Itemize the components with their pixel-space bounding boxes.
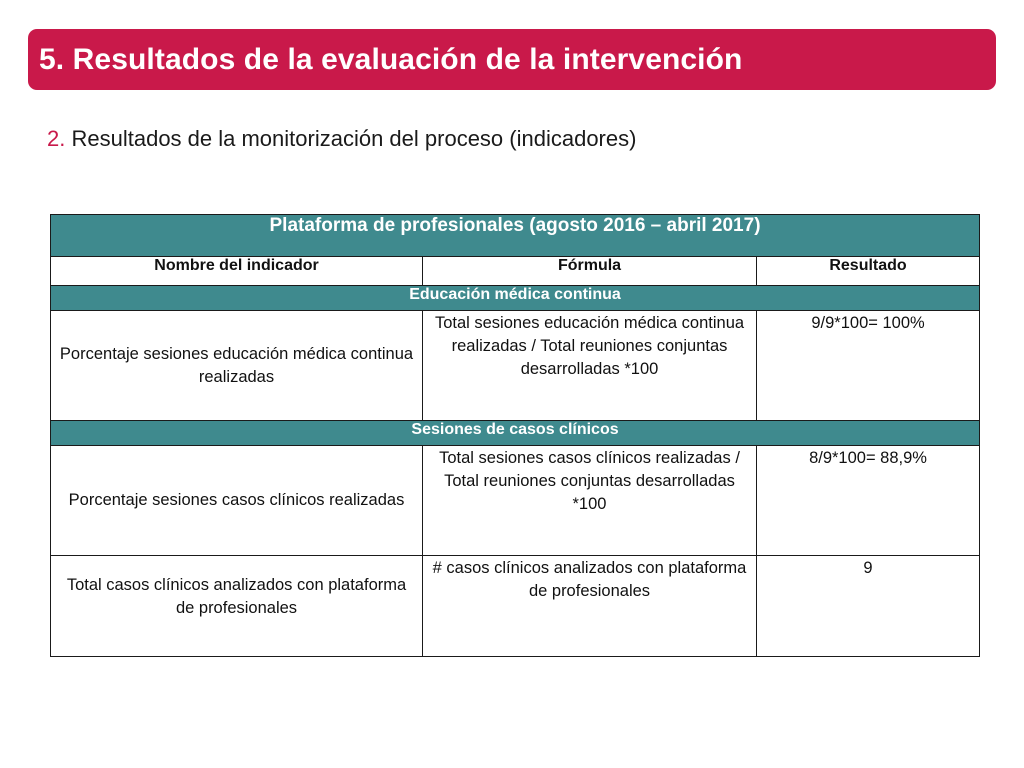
table-row (51, 446, 980, 556)
subtitle-text: Resultados de la monitorización del proceso (indicadores) (71, 126, 637, 151)
section-row (51, 421, 980, 446)
indicator-formula: # casos clínicos analizados con plataforma de profesionales (423, 556, 757, 657)
column-header-formula: Fórmula (423, 257, 757, 286)
table-title: Plataforma de profesionales (agosto 2016 – abril 2017) (51, 215, 980, 257)
column-header-result: Resultado (757, 257, 980, 286)
indicator-name: Porcentaje sesiones educación médica continua realizadas (51, 311, 423, 421)
indicator-formula: Total sesiones casos clínicos realizadas / Total reuniones conjuntas desarrolladas *100 (423, 446, 757, 556)
indicator-formula: Total sesiones educación médica continua realizadas / Total reuniones conjuntas desarrolladas *100 (423, 311, 757, 421)
title-bar (28, 29, 996, 90)
indicator-result: 9 (757, 556, 980, 657)
indicators-table (50, 214, 980, 657)
table-row (51, 556, 980, 657)
section-subtitle (47, 126, 636, 152)
table-row (51, 311, 980, 421)
page-title: 5. Resultados de la evaluación de la intervención (39, 42, 743, 76)
section-title: Sesiones de casos clínicos (51, 421, 980, 446)
column-header-row (51, 257, 980, 286)
indicator-result: 8/9*100= 88,9% (757, 446, 980, 556)
section-title: Educación médica continua (51, 286, 980, 311)
indicator-name: Porcentaje sesiones casos clínicos realizadas (51, 446, 423, 556)
indicator-result: 9/9*100= 100% (757, 311, 980, 421)
column-header-name: Nombre del indicador (51, 257, 423, 286)
table-title-row (51, 215, 980, 257)
subtitle-number: 2. (47, 126, 66, 151)
indicator-name: Total casos clínicos analizados con plataforma de profesionales (51, 556, 423, 657)
section-row (51, 286, 980, 311)
